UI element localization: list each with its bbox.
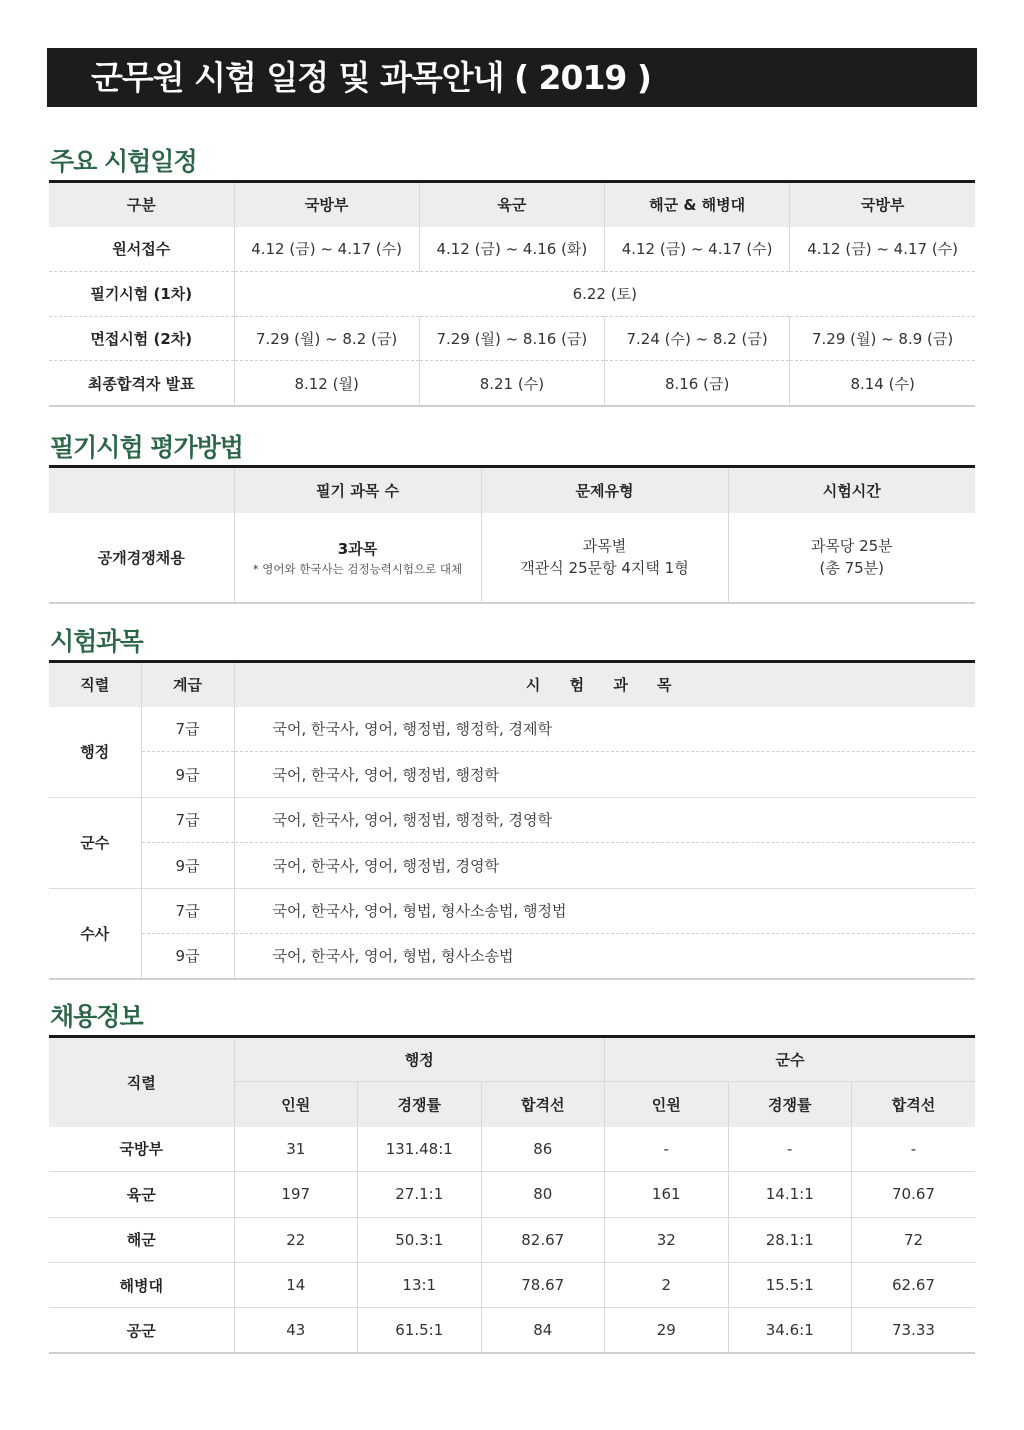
table-cell: 73.33 (852, 1308, 976, 1353)
table-cell: 8.14 (수) (790, 361, 975, 406)
table-cell: 29 (605, 1308, 729, 1353)
grade-cell: 9급 (141, 933, 234, 978)
table-cell: 62.67 (852, 1262, 976, 1307)
table-cell: 8.16 (금) (605, 361, 790, 406)
table-cell: 14 (234, 1262, 358, 1307)
subheader-cell: 합격선 (852, 1082, 976, 1127)
table-cell: 70.67 (852, 1172, 976, 1217)
group-header: 행정 (234, 1037, 605, 1082)
header-cell: 구분 (49, 182, 234, 227)
grade-cell: 7급 (141, 707, 234, 752)
row-label: 해병대 (49, 1262, 234, 1307)
table-cell: 61.5:1 (358, 1308, 482, 1353)
row-label: 최종합격자 발표 (49, 361, 234, 406)
table-cell: - (728, 1127, 852, 1172)
grade-cell: 9급 (141, 843, 234, 888)
table-row (49, 888, 975, 933)
subjects-table (49, 660, 975, 980)
table-cell: 31 (234, 1127, 358, 1172)
header-cell: 육군 (419, 182, 604, 227)
header-cell: 문제유형 (481, 467, 728, 513)
row-label: 육군 (49, 1172, 234, 1217)
table-row (49, 227, 975, 272)
schedule-table (49, 180, 975, 407)
header-cell: 시 험 과 목 (234, 662, 975, 707)
question-type-cell (481, 513, 728, 603)
track-label: 행정 (80, 743, 110, 762)
row-label: 국방부 (119, 1140, 163, 1159)
table-row (49, 1217, 975, 1262)
table-cell: 43 (234, 1308, 358, 1353)
table-cell: 4.12 (금) ~ 4.17 (수) (790, 227, 975, 272)
subheader-cell: 경쟁률 (728, 1082, 852, 1127)
subjects-cell: 국어, 한국사, 영어, 형법, 형사소송법 (234, 933, 975, 978)
section-title-subjects: 시험과목 (50, 627, 143, 656)
table-row (49, 1172, 975, 1217)
table-cell-merged: 6.22 (토) (234, 271, 975, 316)
track-label: 수사 (49, 888, 141, 979)
table-cell: - (605, 1127, 729, 1172)
row-label: 필기시험 (1차) (49, 271, 234, 316)
table-row (49, 361, 975, 406)
table-cell: 27.1:1 (358, 1172, 482, 1217)
table-row (49, 752, 975, 797)
header-cell: 국방부 (234, 182, 419, 227)
subheader-cell: 경쟁률 (358, 1082, 482, 1127)
header-cell: 계급 (141, 662, 234, 707)
table-cell: 197 (234, 1172, 358, 1217)
table-cell: 8.12 (월) (234, 361, 419, 406)
subheader-cell: 인원 (605, 1082, 729, 1127)
written-exam-table (49, 465, 975, 604)
section-title-written: 필기시험 평가방법 (50, 433, 243, 462)
header-cell: 국방부 (790, 182, 975, 227)
table-row (49, 271, 975, 316)
table-cell: 7.29 (월) ~ 8.16 (금) (419, 316, 604, 361)
header-cell: 직렬 (49, 662, 141, 707)
table-row (49, 933, 975, 978)
table-cell: 22 (234, 1217, 358, 1262)
table-cell: 80 (481, 1172, 605, 1217)
table-row (49, 707, 975, 752)
table-row (49, 513, 975, 603)
table-cell: 7.29 (월) ~ 8.9 (금) (790, 316, 975, 361)
subjects-cell: 국어, 한국사, 영어, 형법, 형사소송법, 행정법 (234, 888, 975, 933)
subject-count: 3과목 (337, 539, 378, 558)
table-row (49, 1262, 975, 1307)
table-cell: 7.24 (수) ~ 8.2 (금) (605, 316, 790, 361)
table-cell: 2 (605, 1262, 729, 1307)
subjects-cell: 국어, 한국사, 영어, 행정법, 행정학, 경영학 (234, 797, 975, 842)
table-cell: 28.1:1 (728, 1217, 852, 1262)
exam-time-line: (총 75분) (819, 559, 885, 577)
question-type-line: 객관식 25문항 4지택 1형 (520, 559, 689, 577)
subjects-cell: 국어, 한국사, 영어, 행정법, 경영학 (234, 843, 975, 888)
table-cell: - (852, 1127, 976, 1172)
row-label: 해군 (49, 1217, 234, 1262)
table-row (49, 1308, 975, 1353)
table-cell: 161 (605, 1172, 729, 1217)
grade-cell: 7급 (141, 888, 234, 933)
table-cell: 50.3:1 (358, 1217, 482, 1262)
table-cell: 78.67 (481, 1262, 605, 1307)
table-cell: 34.6:1 (728, 1308, 852, 1353)
section-title-schedule: 주요 시험일정 (50, 147, 197, 176)
row-label: 원서접수 (112, 240, 171, 259)
table-cell: 4.12 (금) ~ 4.17 (수) (605, 227, 790, 272)
page-title: 군무원 시험 일정 및 과목안내 ( 2019 ) (47, 48, 977, 107)
section-title-recruit: 채용정보 (50, 1002, 143, 1031)
exam-time-line: 과목당 25분 (810, 537, 893, 555)
table-row (49, 1127, 975, 1172)
track-label: 군수 (49, 797, 141, 888)
grade-cell: 9급 (141, 752, 234, 797)
table-cell: 82.67 (481, 1217, 605, 1262)
table-row (49, 316, 975, 361)
table-cell: 4.12 (금) ~ 4.16 (화) (419, 227, 604, 272)
subjects-cell: 국어, 한국사, 영어, 행정법, 행정학, 경제학 (234, 707, 975, 752)
table-cell: 7.29 (월) ~ 8.2 (금) (234, 316, 419, 361)
header-corner: 직렬 (49, 1037, 234, 1127)
table-cell: 86 (481, 1127, 605, 1172)
group-header: 군수 (605, 1037, 976, 1082)
table-cell: 131.48:1 (358, 1127, 482, 1172)
subheader-cell: 인원 (234, 1082, 358, 1127)
table-cell: 8.21 (수) (419, 361, 604, 406)
subject-count-note: * 영어와 한국사는 검정능력시험으로 대체 (252, 561, 463, 576)
question-type-line: 과목별 (582, 537, 627, 555)
subject-count-cell (234, 513, 481, 603)
row-label: 공개경쟁채용 (97, 548, 185, 567)
row-label: 공군 (49, 1308, 234, 1353)
table-row (49, 843, 975, 888)
exam-time-cell (728, 513, 975, 603)
table-cell: 14.1:1 (728, 1172, 852, 1217)
subjects-cell: 국어, 한국사, 영어, 행정법, 행정학 (234, 752, 975, 797)
header-cell: 시험시간 (728, 467, 975, 513)
table-cell: 84 (481, 1308, 605, 1353)
table-cell: 72 (852, 1217, 976, 1262)
header-cell: 해군 & 해병대 (605, 182, 790, 227)
table-cell: 13:1 (358, 1262, 482, 1307)
table-cell: 15.5:1 (728, 1262, 852, 1307)
header-cell (49, 467, 234, 513)
header-cell: 필기 과목 수 (234, 467, 481, 513)
table-row (49, 797, 975, 842)
subheader-cell: 합격선 (481, 1082, 605, 1127)
row-label: 면접시험 (2차) (49, 316, 234, 361)
grade-cell: 7급 (141, 797, 234, 842)
table-cell: 32 (605, 1217, 729, 1262)
table-cell: 4.12 (금) ~ 4.17 (수) (234, 227, 419, 272)
recruitment-table (49, 1035, 975, 1354)
